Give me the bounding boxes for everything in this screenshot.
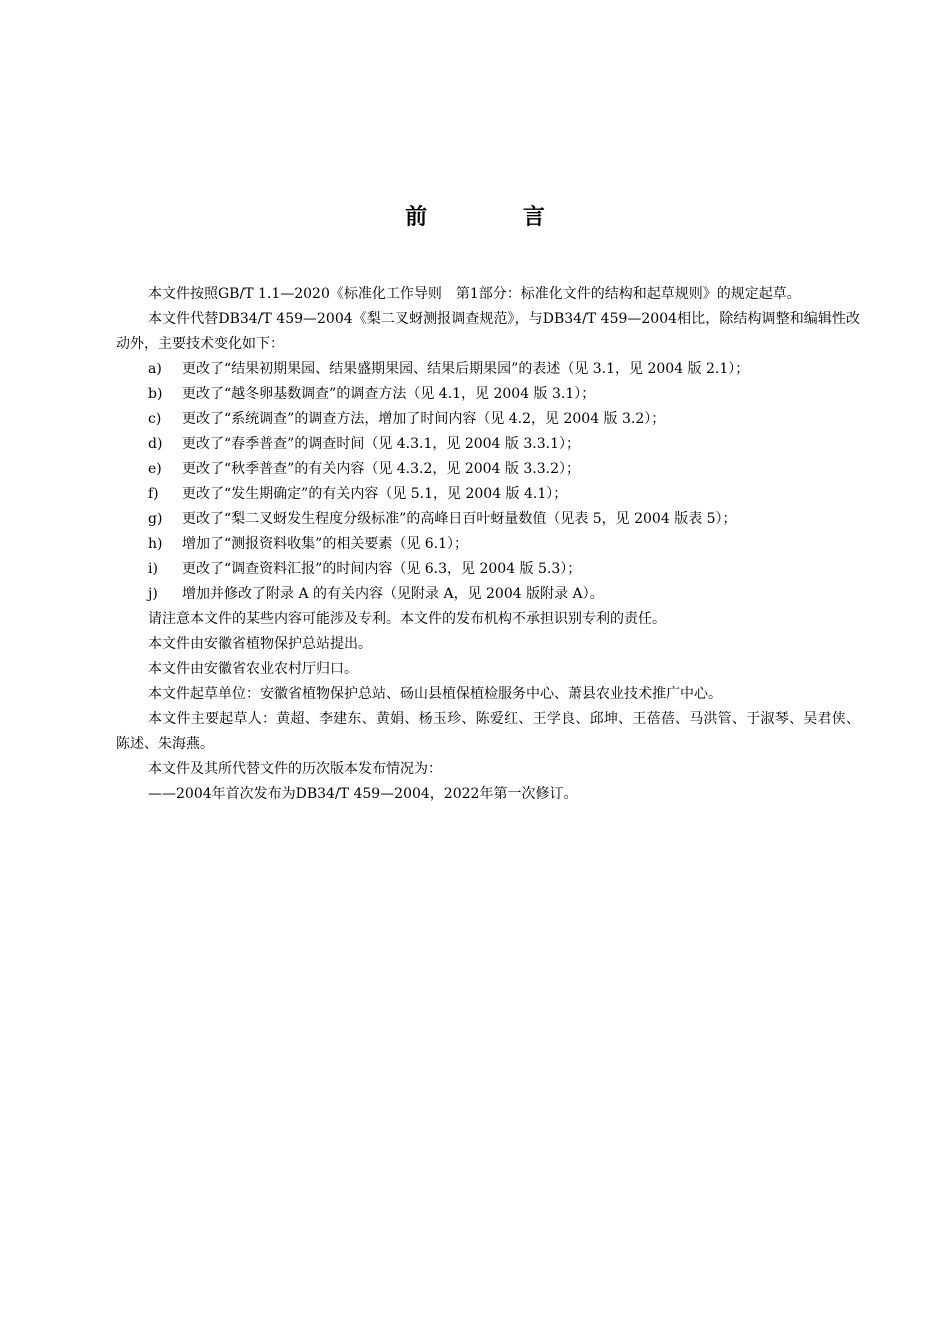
list-item xyxy=(116,482,860,507)
list-item-text: 增加并修改了附录 A 的有关内容（见附录 A，见 2004 版附录 A）。 xyxy=(182,586,604,602)
list-item-text: 更改了“发生期确定”的有关内容（见 5.1，见 2004 版 4.1）； xyxy=(182,486,568,502)
list-item xyxy=(116,582,860,607)
list-item-label: j) xyxy=(148,586,158,602)
list-item xyxy=(116,507,860,532)
list-item xyxy=(116,407,860,432)
list-item-text: 更改了“调查资料汇报”的时间内容（见 6.3，见 2004 版 5.3）； xyxy=(182,561,582,577)
list-item-text: 更改了“梨二叉蚜发生程度分级标准”的高峰日百叶蚜量数值（见表 5，见 2004 版表 5）； xyxy=(182,511,737,527)
foreword-body xyxy=(116,282,860,807)
paragraph-administrator: 本文件由安徽省农业农村厅归口。 xyxy=(148,661,358,677)
list-item-label: h) xyxy=(148,536,163,552)
paragraph-drafting-units: 本文件起草单位：安徽省植物保护总站、砀山县植保植检服务中心、萧县农业技术推广中心。 xyxy=(148,686,722,702)
list-item-label: g) xyxy=(148,511,163,527)
paragraph-drafters: 本文件主要起草人：黄超、李建东、黄娟、杨玉珍、陈爱红、王学良、邱坤、王蓓蓓、马洪管、于淑琴、吴君侠、陈述、朱海燕。 xyxy=(116,711,860,752)
changes-list xyxy=(116,357,860,607)
list-item xyxy=(116,357,860,382)
list-item-text: 更改了“系统调查”的调查方法，增加了时间内容（见 4.2，见 2004 版 3.2）； xyxy=(182,411,666,427)
paragraph-history-intro: 本文件及其所代替文件的历次版本发布情况为： xyxy=(148,761,442,777)
list-item-label: d) xyxy=(148,436,163,452)
list-item-label: f) xyxy=(148,486,159,502)
list-item xyxy=(116,382,860,407)
paragraph-patent-notice: 请注意本文件的某些内容可能涉及专利。本文件的发布机构不承担识别专利的责任。 xyxy=(148,611,666,627)
list-item-label: e) xyxy=(148,461,162,477)
list-item-label: a) xyxy=(148,361,162,377)
list-item-text: 更改了“越冬卵基数调查”的调查方法（见 4.1，见 2004 版 3.1）； xyxy=(182,386,596,402)
list-item-label: b) xyxy=(148,386,163,402)
list-item xyxy=(116,557,860,582)
list-item-text: 更改了“结果初期果园、结果盛期果园、结果后期果园”的表述（见 3.1，见 2004 版 2.1）； xyxy=(182,361,750,377)
list-item xyxy=(116,532,860,557)
list-item-label: c) xyxy=(148,411,162,427)
page-title: 前 言 xyxy=(405,205,589,230)
paragraph-drafting-rules: 本文件按照GB/T 1.1—2020《标准化工作导则 第1部分：标准化文件的结构和起草规则》的规定起草。 xyxy=(148,286,801,302)
list-item-label: i) xyxy=(148,561,158,577)
paragraph-replacement: 本文件代替DB34/T 459—2004《梨二叉蚜测报调查规范》，与DB34/T 459—2004相比，除结构调整和编辑性改动外，主要技术变化如下： xyxy=(116,311,860,352)
list-item-text: 更改了“春季普查”的调查时间（见 4.3.1，见 2004 版 3.3.1）； xyxy=(182,436,580,452)
history-item: ——2004年首次发布为DB34/T 459—2004，2022年第一次修订。 xyxy=(148,786,578,802)
list-item xyxy=(116,457,860,482)
paragraph-proposer: 本文件由安徽省植物保护总站提出。 xyxy=(148,636,372,652)
list-item xyxy=(116,432,860,457)
list-item-text: 增加了“测报资料收集”的相关要素（见 6.1）； xyxy=(182,536,469,552)
list-item-text: 更改了“秋季普查”的有关内容（见 4.3.2，见 2004 版 3.3.2）； xyxy=(182,461,580,477)
